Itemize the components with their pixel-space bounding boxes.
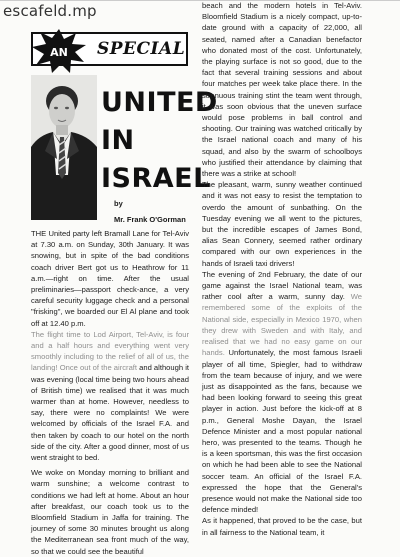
headline-line-2: IN	[101, 125, 135, 156]
right-paragraph-3-b: Unfortunately, the most famous Israeli player of all time, Spiegler, had to withdraw from the team because of injury, and we were just as disappointed as the fans, because we had been looking forward to seeing this great player in action. Just before the kick-off at 8 p.m., General Moshe Dayan, the Israel Defence Minister and a most popular national hero, was presented to the teams. Though he is a keen sportsman, this was the first occasion on which he had been able to see the National soccer team. An official of the Israel F.A. expressed the hope that the General's presence would not make the National side too defence minded!	[202, 348, 362, 515]
left-paragraph-3: We woke on Monday morning to brilliant and warm sunshine; a welcome contrast to conditions we had left at home. About an hour after breakfast, our coach took us to the Bloomfield Stadium in Jaffa for training. The journey of some 30 minutes brought us along the Mediterranean sea front much of the way, so that we could see the beautiful	[31, 468, 189, 556]
right-paragraph-3	[202, 269, 362, 515]
left-paragraph-2-faded: The flight time to Lod Airport, Tel-Aviv, is four and a half hours and everything went very smoothly including to the relief of all of us, the landing! Once out of the aircraft	[31, 329, 189, 373]
right-paragraph-3-a: The evening of 2nd February, the date of our game against the Israel National team, was rather cool after a warm, sunny day.	[202, 269, 362, 302]
headline-line-3: ISRAEL	[101, 163, 211, 194]
left-column	[31, 228, 189, 557]
headline	[101, 84, 218, 198]
badge-text: AN	[50, 46, 68, 59]
special-banner	[31, 32, 188, 66]
banner-label: SPECIAL	[97, 39, 186, 59]
right-paragraph-3-faded: We remembered some of the exploits of the National side, especially in Mexico 1970, when they drew with Sweden and with Italy, and realised that we had no easy game on our hands.	[202, 292, 362, 358]
watermark: escafeld.mp	[3, 2, 97, 20]
badge-burst-icon	[30, 27, 88, 75]
author-photo	[31, 75, 97, 220]
left-paragraph-2	[31, 329, 189, 463]
left-paragraph-2-rest: and although it was evening (local time being two hours ahead of British time) we realised that it was much warmer than at home. However, needless to say, there were no complaints! We were welcomed by officials of the Israel F.A. and then taken by coach to our hotel on the north side of the city. After a good dinner, most of us went straight to bed.	[31, 363, 189, 463]
headline-line-1: UNITED	[101, 87, 218, 118]
byline-by: by	[114, 199, 123, 208]
left-paragraph-1: THE United party left Bramall Lane for Tel-Aviv at 7.30 a.m. on Sunday, 30th January. It was snowing, but in spite of the bad conditions coach driver Bert got us to Heathrow for 11 a.m.—right on time. After the usual preliminaries—passport check-ance, a very careful security luggage check and a personal "frisking", we boarded our El Al plane and took off at 12.40 p.m.	[31, 229, 189, 328]
right-column	[202, 0, 362, 538]
right-paragraph-2: The pleasant, warm, sunny weather continued and it was not easy to resist the temptation to overdo the amount of sunbathing. On the Tuesday evening we all went to the pictures, but the incredible escapes of James Bond, alias Sean Connery, seemed rather ordinary compared with our own experiences in the hands of Israeli taxi drivers!	[202, 180, 362, 268]
right-paragraph-1: beach and the modern hotels in Tel-Aviv. Bloomfield Stadium is a nicely compact, up-to-date ground with a capacity of 22,000, all seated, named after a Canadian benefactor who donated most of the cost. Unfortunately, the playing surface is not so good, due to the fact that several training sessions and about four matches per week take place there. In the strenuous training stint the team went through, it was soon obvious that the uneven surface would pose problems in ball control and shooting. Our training was watched critically by the Israel national coach and many of his squad, and also by the swarm of schoolboys who justified their attendance by claiming that there was a strike at school!	[202, 1, 362, 179]
byline-author: Mr. Frank O'Gorman	[114, 215, 186, 224]
right-paragraph-4: As it happened, that proved to be the case, but in all fairness to the National team, it	[202, 516, 362, 537]
